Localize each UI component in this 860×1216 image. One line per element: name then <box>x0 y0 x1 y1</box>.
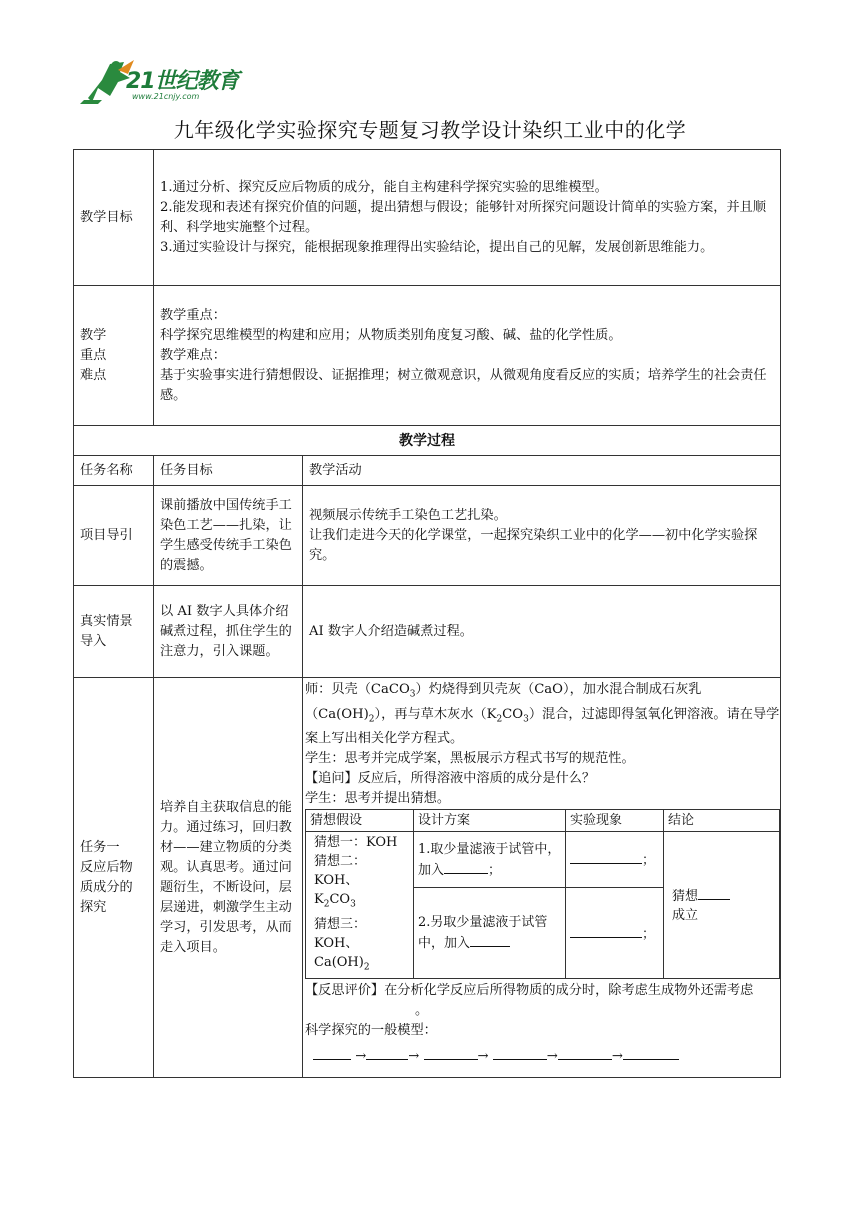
logo-text: 21世纪教育 <box>126 69 239 94</box>
h-conclusion: 结论 <box>664 810 780 832</box>
plan-2-blank[interactable] <box>470 932 510 947</box>
row-task-one <box>74 678 781 1078</box>
model-blank-1[interactable] <box>313 1045 351 1060</box>
keypoints-label <box>74 286 154 426</box>
arrow-icon: → <box>477 1049 489 1065</box>
row3-name-4: 探究 <box>80 899 107 915</box>
col-activity: 教学活动 <box>303 456 781 486</box>
plan-2: 2.另取少量滤液于试管中，加入 <box>414 887 566 979</box>
key-text: 科学探究思维模型的构建和应用；从物质类别角度复习酸、碱、盐的化学性质。 <box>160 327 622 343</box>
row3-name-2: 反应后物 <box>80 859 133 875</box>
student-text-1: 学生：思考并完成学案，黑板展示方程式书写的规范性。 <box>305 751 635 767</box>
plan-1-blank[interactable] <box>444 859 488 874</box>
process-heading-row <box>74 426 781 456</box>
hypothesis-1: 猜想一：KOH <box>314 835 398 851</box>
phenomenon-1-blank[interactable] <box>570 849 642 864</box>
model-title: 科学探究的一般模型： <box>305 1023 437 1039</box>
model-blank-4[interactable] <box>493 1045 547 1060</box>
row1-activity-1: 视频展示传统手工染色工艺扎染。 <box>309 507 507 523</box>
follow-up-question: 【追问】反应后，所得溶液中溶质的成分是什么？ <box>305 771 596 787</box>
arrow-icon: → <box>408 1049 420 1065</box>
row3-name <box>74 678 154 1078</box>
keypoints-label-2: 重点 <box>80 347 107 363</box>
model-blank-6[interactable] <box>623 1045 679 1060</box>
model-blank-2[interactable] <box>366 1045 408 1060</box>
hypothesis-table <box>305 809 780 979</box>
goals-content <box>154 150 781 286</box>
row3-activity <box>303 678 781 1078</box>
conclusion-blank[interactable] <box>698 885 730 900</box>
model-chain <box>305 1045 780 1067</box>
keypoints-row <box>74 286 781 426</box>
row2-goal: 以 AI 数字人具体介绍碱煮过程，抓住学生的注意力，引入课题。 <box>154 586 303 678</box>
key-title: 教学重点： <box>160 307 226 323</box>
goals-label: 教学目标 <box>74 150 154 286</box>
lesson-plan-table <box>73 149 781 1078</box>
hypothesis-2-koh: KOH、 <box>314 873 359 889</box>
plan-1: 1.取少量滤液于试管中，加入 ； <box>414 832 566 887</box>
model-blank-5[interactable] <box>558 1045 612 1060</box>
h-hypothesis: 猜想假设 <box>306 810 414 832</box>
row1-activity <box>303 486 781 586</box>
hypothesis-header-row <box>306 810 780 832</box>
hypothesis-3-koh: KOH、 <box>314 935 359 951</box>
row2-name-2: 导入 <box>80 633 107 649</box>
difficulty-text: 基于实验事实进行猜想假设、证据推理；树立微观意识，从微观角度看反应的实质；培养学生的社会责任感。 <box>160 367 767 403</box>
row3-name-3: 质成分的 <box>80 879 133 895</box>
hypothesis-3-caoh2: $Ca(OH)_2$ <box>314 954 370 973</box>
row2-name-1: 真实情景 <box>80 613 133 629</box>
row3-name-1: 任务一 <box>80 839 120 855</box>
phenomenon-2-blank[interactable] <box>570 923 642 938</box>
difficulty-title: 教学难点： <box>160 347 226 363</box>
process-header-row <box>74 456 781 486</box>
row2-name <box>74 586 154 678</box>
row-real-scene <box>74 586 781 678</box>
phenomenon-1: ； <box>566 832 664 887</box>
arrow-icon: → <box>546 1049 558 1065</box>
model-blank-3[interactable] <box>424 1045 478 1060</box>
keypoints-label-3: 难点 <box>80 367 107 383</box>
reflection-text: 【反思评价】在分析化学反应后所得物质的成分时，除考虑生成物外还需考虑。 <box>305 983 754 1019</box>
col-task-name: 任务名称 <box>74 456 154 486</box>
row1-name: 项目导引 <box>74 486 154 586</box>
page-title: 九年级化学实验探究专题复习教学设计染织工业中的化学 <box>173 118 687 142</box>
logo-url: www.21cnjy.com <box>132 92 200 101</box>
goal-line-1: 1.通过分析、探究反应后物质的成分，能自主构建科学探究实验的思维模型。 <box>160 179 608 195</box>
goal-line-2: 2.能发现和表述有探究价值的问题，提出猜想与假设；能够针对所探究问题设计简单的实验方案，并且顺利、科学地实施整个过程。 <box>160 199 767 235</box>
goals-row <box>74 150 781 286</box>
teacher-text: 师：贝壳（CaCO$_3$）灼烧得到贝壳灰（CaO），加水混合制成石灰乳$(Ca(OH)_2)$，再与草木灰水$(K_2CO_3)$混合，过滤即得氢氧化钾溶液。请在导学案上写出相关化学方程式。 <box>305 682 780 747</box>
process-heading: 教学过程 <box>74 426 781 456</box>
keypoints-content <box>154 286 781 426</box>
conclusion-line-1: 猜想 <box>672 885 775 906</box>
row1-goal: 课前播放中国传统手工染色工艺——扎染，让学生感受传统手工染色的震撼。 <box>154 486 303 586</box>
arrow-icon: → <box>611 1049 623 1065</box>
keypoints-label-1: 教学 <box>80 327 107 343</box>
arrow-icon: → <box>355 1049 367 1065</box>
row-project-guide <box>74 486 781 586</box>
phenomenon-2: ； <box>566 887 664 979</box>
h-phenomenon: 实验现象 <box>566 810 664 832</box>
row2-activity: AI 数字人介绍造碱煮过程。 <box>303 586 781 678</box>
col-task-goal: 任务目标 <box>154 456 303 486</box>
student-text-2: 学生：思考并提出猜想。 <box>305 791 451 807</box>
hypothesis-3: 猜想三： <box>314 916 367 932</box>
h-plan: 设计方案 <box>414 810 566 832</box>
row1-activity-2: 让我们走进今天的化学课堂，一起探究染织工业中的化学——初中化学实验探究。 <box>309 527 758 563</box>
goal-line-3: 3.通过实验设计与探究，能根据现象推理得出实验结论，提出自己的见解，发展创新思维能力。 <box>160 239 714 255</box>
row3-goal: 培养自主获取信息的能力。通过练习，回归教材——建立物质的分类观。认真思考。通过问题衍生，不断设问，层层递进，刺激学生主动学习，引发思考，从而走入项目。 <box>154 678 303 1078</box>
hypothesis-2: 猜想二： <box>314 854 367 870</box>
hypotheses-cell <box>306 832 414 979</box>
hypothesis-2-k2co3: $K_2CO_3$ <box>314 892 356 910</box>
conclusion-cell <box>664 832 780 979</box>
conclusion-line-2: 成立 <box>672 908 699 924</box>
